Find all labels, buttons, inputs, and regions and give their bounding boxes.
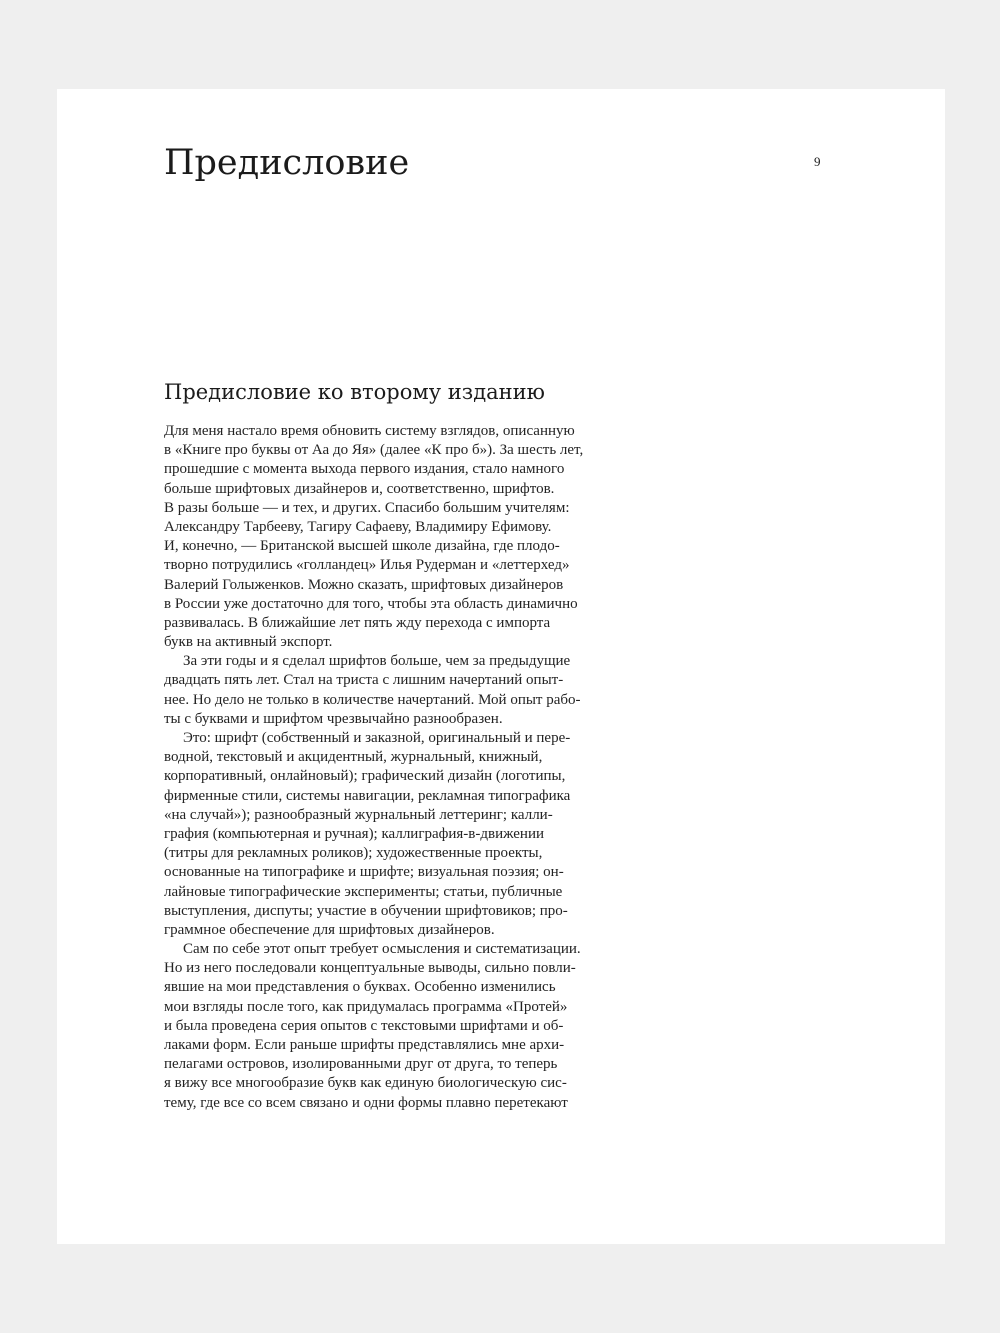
page-title: Предисловие xyxy=(164,143,410,183)
text-line: основанные на типографике и шрифте; визуальная поэзия; он- xyxy=(164,864,564,881)
text-line: И, конечно, — Британской высшей школе дизайна, где плодо- xyxy=(164,538,560,555)
text-line: ты с буквами и шрифтом чрезвычайно разнообразен. xyxy=(164,710,503,727)
text-line: букв на активный экспорт. xyxy=(164,634,333,651)
text-line: и была проведена серия опытов с текстовыми шрифтами и об- xyxy=(164,1017,564,1034)
text-line: Но из него последовали концептуальные выводы, сильно повли- xyxy=(164,960,576,977)
text-line: пелагами островов, изолированными друг от друга, то теперь xyxy=(164,1056,558,1073)
body-text xyxy=(164,422,604,1113)
text-line: явшие на мои представления о буквах. Особенно изменились xyxy=(164,979,556,996)
text-line: лаками форм. Если раньше шрифты представлялись мне архи- xyxy=(164,1037,565,1053)
text-line: Для меня настало время обновить систему взглядов, описанную xyxy=(164,423,575,439)
text-line: Александру Тарбееву, Тагиру Сафаеву, Владимиру Ефимову. xyxy=(164,518,552,535)
text-line: корпоративный, онлайновый); графический дизайн (логотипы, xyxy=(164,768,566,785)
text-line: творно потрудились «голландец» Илья Рудерман и «леттерхед» xyxy=(164,557,570,574)
text-line: Сам по себе этот опыт требует осмысления и систематизации. xyxy=(183,941,581,958)
text-line: двадцать пять лет. Стал на триста с лишним начертаний опыт- xyxy=(164,672,564,689)
text-line: в «Книге про буквы от Аа до Яя» (далее «К про б»). За шесть лет, xyxy=(164,442,584,459)
text-line: больше шрифтовых дизайнеров и, соответственно, шрифтов. xyxy=(164,480,555,497)
book-page xyxy=(57,89,945,1244)
text-line: «на случай»); разнообразный журнальный леттеринг; калли- xyxy=(164,806,553,823)
text-line: лайновые типографические эксперименты; статьи, публичные xyxy=(164,883,563,900)
text-line: водной, текстовый и акцидентный, журнальный, книжный, xyxy=(164,749,543,766)
text-line: в России уже достаточно для того, чтобы эта область динамично xyxy=(164,595,578,612)
text-line: Валерий Голыженков. Можно сказать, шрифтовых дизайнеров xyxy=(164,576,564,593)
text-line: я вижу все многообразие букв как единую биологическую сис- xyxy=(164,1075,567,1092)
text-line: (титры для рекламных роликов); художественные проекты, xyxy=(164,845,543,862)
page-number: 9 xyxy=(814,154,821,169)
text-line: развивалась. В ближайшие лет пять жду перехода с импорта xyxy=(164,614,551,631)
text-line: прошедшие с момента выхода первого издания, стало намного xyxy=(164,461,565,478)
text-line: граммное обеспечение для шрифтовых дизайнеров. xyxy=(164,921,495,938)
text-line: Это: шрифт (собственный и заказной, оригинальный и пере- xyxy=(183,730,571,746)
text-line: тему, где все со всем связано и одни формы плавно перетекают xyxy=(164,1094,568,1111)
text-line: выступления, диспуты; участие в обучении шрифтовиков; про- xyxy=(164,902,568,919)
text-line: фирменные стили, системы навигации, рекламная типографика xyxy=(164,787,571,804)
text-line: нее. Но дело не только в количестве начертаний. Мой опыт рабо- xyxy=(164,691,581,708)
text-line: мои взгляды после того, как придумалась программа «Протей» xyxy=(164,998,568,1015)
text-line: В разы больше — и тех, и других. Спасибо большим учителям: xyxy=(164,499,570,516)
text-line: графия (компьютерная и ручная); каллиграфия-в-движении xyxy=(164,825,545,842)
text-line: За эти годы и я сделал шрифтов больше, чем за предыдущие xyxy=(183,653,571,670)
section-title: Предисловие ко второму изданию xyxy=(164,380,545,404)
